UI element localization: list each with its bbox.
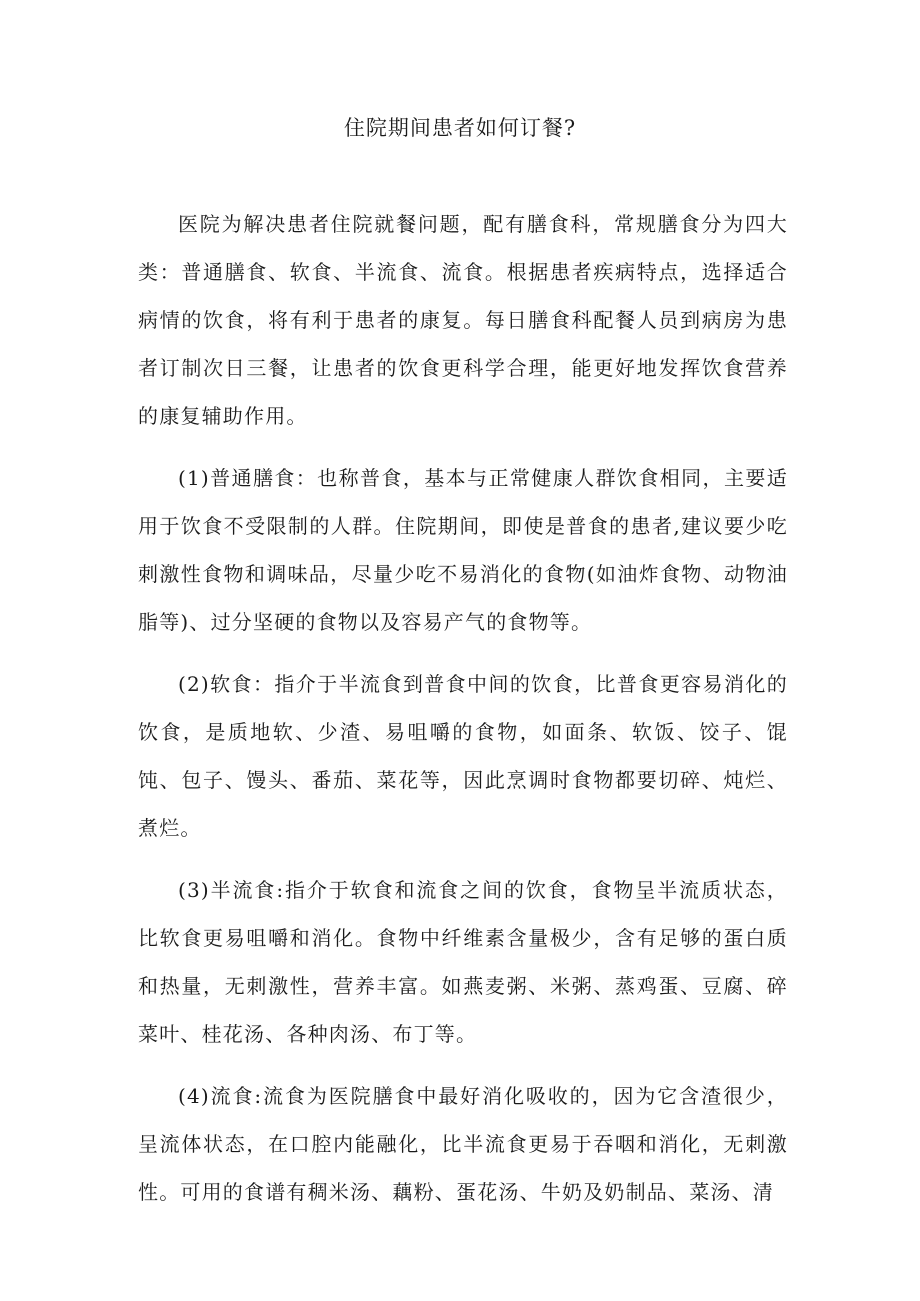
paragraph-soft-diet: (2)软食：指介于半流食到普食中间的饮食，比普食更容易消化的饮食，是质地软、少渣、易咀嚼的食物，如面条、软饭、饺子、馄饨、包子、馒头、番茄、菜花等，因此烹调时食物都要切碎、炖烂、煮烂。	[138, 672, 788, 840]
paragraph-semi-liquid-diet: (3)半流食:指介于软食和流食之间的饮食，食物呈半流质状态，比软食更易咀嚼和消化。食物中纤维素含量极少，含有足够的蛋白质和热量，无刺激性，营养丰富。如燕麦粥、米粥、蒸鸡蛋、豆腐、碎菜叶、桂花汤、各种肉汤、布丁等。	[138, 878, 788, 1046]
document-title: 住院期间患者如何订餐?	[343, 116, 577, 140]
paragraph-normal-diet: (1)普通膳食：也称普食，基本与正常健康人群饮食相同，主要适用于饮食不受限制的人群。住院期间，即使是普食的患者,建议要少吃刺激性食物和调味品，尽量少吃不易消化的食物(如油炸食物、动物油脂等)、过分坚硬的食物以及容易产气的食物等。	[138, 466, 788, 634]
paragraph-liquid-diet: (4)流食:流食为医院膳食中最好消化吸收的，因为它含渣很少，呈流体状态，在口腔内能融化，比半流食更易于吞咽和消化，无刺激性。可用的食谱有稠米汤、藕粉、蛋花汤、牛奶及奶制品、菜汤、清	[138, 1084, 788, 1204]
document-body	[138, 200, 788, 1230]
paragraph-intro: 医院为解决患者住院就餐问题，配有膳食科，常规膳食分为四大类：普通膳食、软食、半流食、流食。根据患者疾病特点，选择适合病情的饮食，将有利于患者的康复。每日膳食科配餐人员到病房为患者订制次日三餐，让患者的饮食更科学合理，能更好地发挥饮食营养的康复辅助作用。	[138, 212, 788, 428]
